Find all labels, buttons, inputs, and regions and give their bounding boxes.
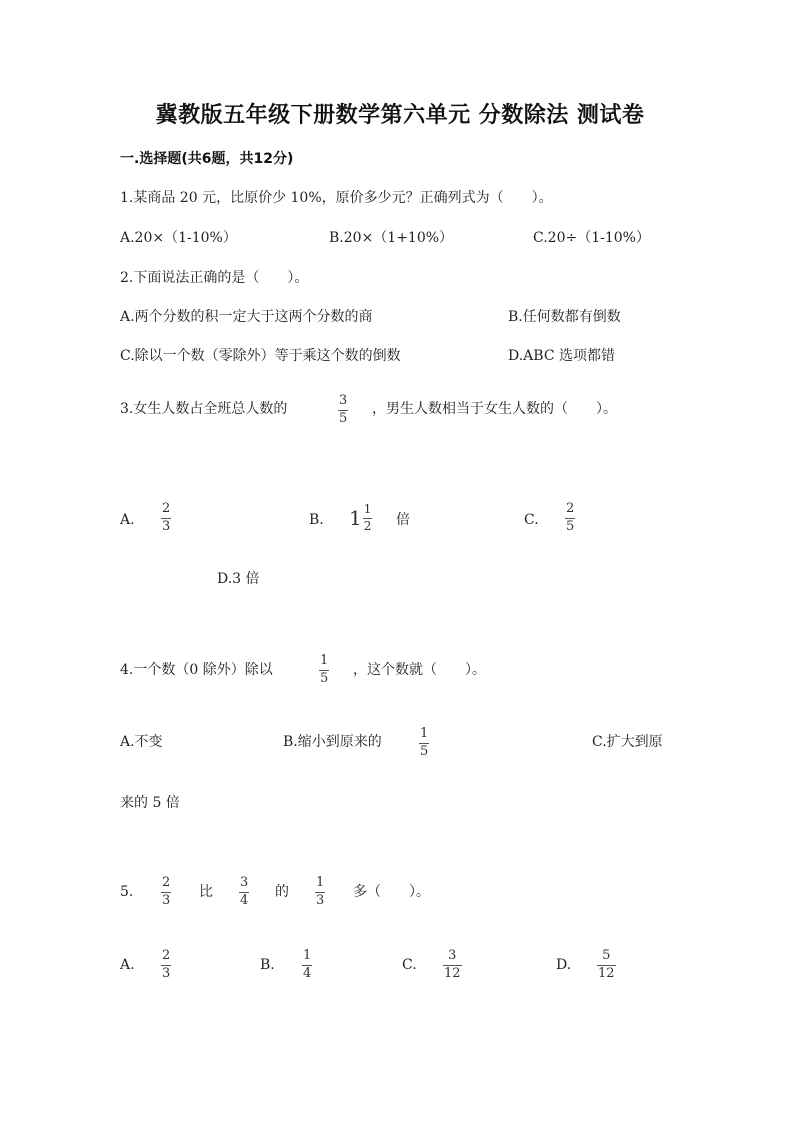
fraction-numerator: 3 (339, 393, 348, 408)
question-1-stem: 1.某商品 20 元，比原价少 10%，原价多少元？正确列式为（ ）。 (120, 190, 553, 206)
page-title: 冀教版五年级下册数学第六单元 分数除法 测试卷 (155, 103, 645, 128)
fraction (319, 654, 329, 686)
fraction-denominator: 3 (162, 893, 171, 908)
question-3-stem-end: ，男生人数相当于女生人数的（ ）。 (372, 401, 617, 417)
fraction-denominator: 4 (303, 966, 312, 981)
question-1-option-c: C.20÷（1-10%） (533, 230, 650, 246)
question-5-option-b-fraction (302, 949, 312, 981)
fraction-numerator: 3 (448, 948, 457, 963)
question-5-option-a-fraction (161, 949, 171, 981)
fraction-denominator: 4 (240, 893, 249, 908)
fraction-numerator: 2 (162, 501, 171, 516)
question-5-number: 5. (120, 884, 134, 900)
fraction-denominator: 3 (162, 519, 171, 534)
question-3-option-c-label: C. (524, 512, 539, 528)
question-4-option-b-fraction (419, 727, 429, 759)
question-5-fraction-2 (239, 876, 249, 908)
question-5-word-3: 多（ ）。 (353, 884, 430, 900)
fraction-denominator: 3 (162, 966, 171, 981)
fraction-numerator: 2 (566, 501, 575, 516)
question-5-option-a-label: A. (120, 957, 135, 973)
fraction-denominator: 12 (444, 966, 461, 981)
fraction-numerator: 1 (363, 502, 372, 516)
fraction-denominator: 5 (320, 671, 329, 686)
fraction-numerator: 1 (303, 948, 312, 963)
question-5-word-1: 比 (199, 884, 213, 900)
question-3-option-b-mixed-number (349, 503, 372, 533)
question-4-option-c-line2: 来的 5 倍 (120, 795, 180, 811)
question-3-option-b-suffix: 倍 (396, 512, 410, 528)
fraction-denominator: 5 (339, 411, 348, 426)
fraction-denominator: 5 (420, 744, 429, 759)
question-4-option-c-line1: C.扩大到原 (592, 734, 663, 750)
question-5-option-d-fraction (597, 949, 616, 981)
question-5-fraction-3 (315, 876, 325, 908)
question-4-stem-end: ，这个数就（ ）。 (353, 662, 486, 678)
question-2-option-b: B.任何数都有倒数 (508, 309, 621, 325)
question-5-word-2: 的 (275, 884, 289, 900)
section-heading: 一.选择题(共6题，共12分) (120, 151, 294, 167)
fraction-numerator: 1 (320, 653, 329, 668)
question-5-option-b-label: B. (260, 957, 275, 973)
question-3-option-a-label: A. (120, 512, 135, 528)
question-5-option-d-label: D. (556, 957, 572, 973)
fraction-numerator: 1 (316, 875, 325, 890)
fraction-numerator: 2 (162, 875, 171, 890)
question-3-option-a-fraction (161, 502, 171, 534)
fraction-numerator: 3 (240, 875, 249, 890)
fraction-denominator: 5 (566, 519, 575, 534)
fraction (338, 394, 348, 426)
question-3-option-c-fraction (565, 502, 575, 534)
question-4-option-b-text: B.缩小到原来的 (283, 734, 382, 750)
question-2-option-d: D.ABC 选项都错 (508, 348, 615, 364)
mixed-number-fraction (363, 503, 373, 533)
question-5-option-c-label: C. (402, 957, 417, 973)
fraction-denominator: 12 (598, 966, 615, 981)
fraction-numerator: 1 (420, 726, 429, 741)
fraction-denominator: 3 (316, 893, 325, 908)
fraction-numerator: 2 (162, 948, 171, 963)
question-1-option-a: A.20×（1-10%） (120, 230, 237, 246)
fraction-numerator: 5 (602, 948, 611, 963)
question-4-stem-start: 4.一个数（0 除外）除以 (120, 662, 273, 678)
question-3-stem-start: 3.女生人数占全班总人数的 (120, 401, 288, 417)
question-2-option-a: A.两个分数的积一定大于这两个分数的商 (120, 309, 373, 325)
question-5-option-c-fraction (443, 949, 462, 981)
question-3-option-d: D.3 倍 (217, 571, 260, 587)
question-2-stem: 2.下面说法正确的是（ ）。 (120, 270, 309, 286)
mixed-number-whole: 1 (349, 506, 362, 530)
question-3-option-b-label: B. (309, 512, 324, 528)
question-1-option-b: B.20×（1+10%） (329, 230, 454, 246)
question-2-option-c: C.除以一个数（零除外）等于乘这个数的倒数 (120, 348, 401, 364)
question-4-option-a: A.不变 (120, 734, 163, 750)
fraction-denominator: 2 (363, 519, 372, 533)
question-5-fraction-1 (161, 876, 171, 908)
